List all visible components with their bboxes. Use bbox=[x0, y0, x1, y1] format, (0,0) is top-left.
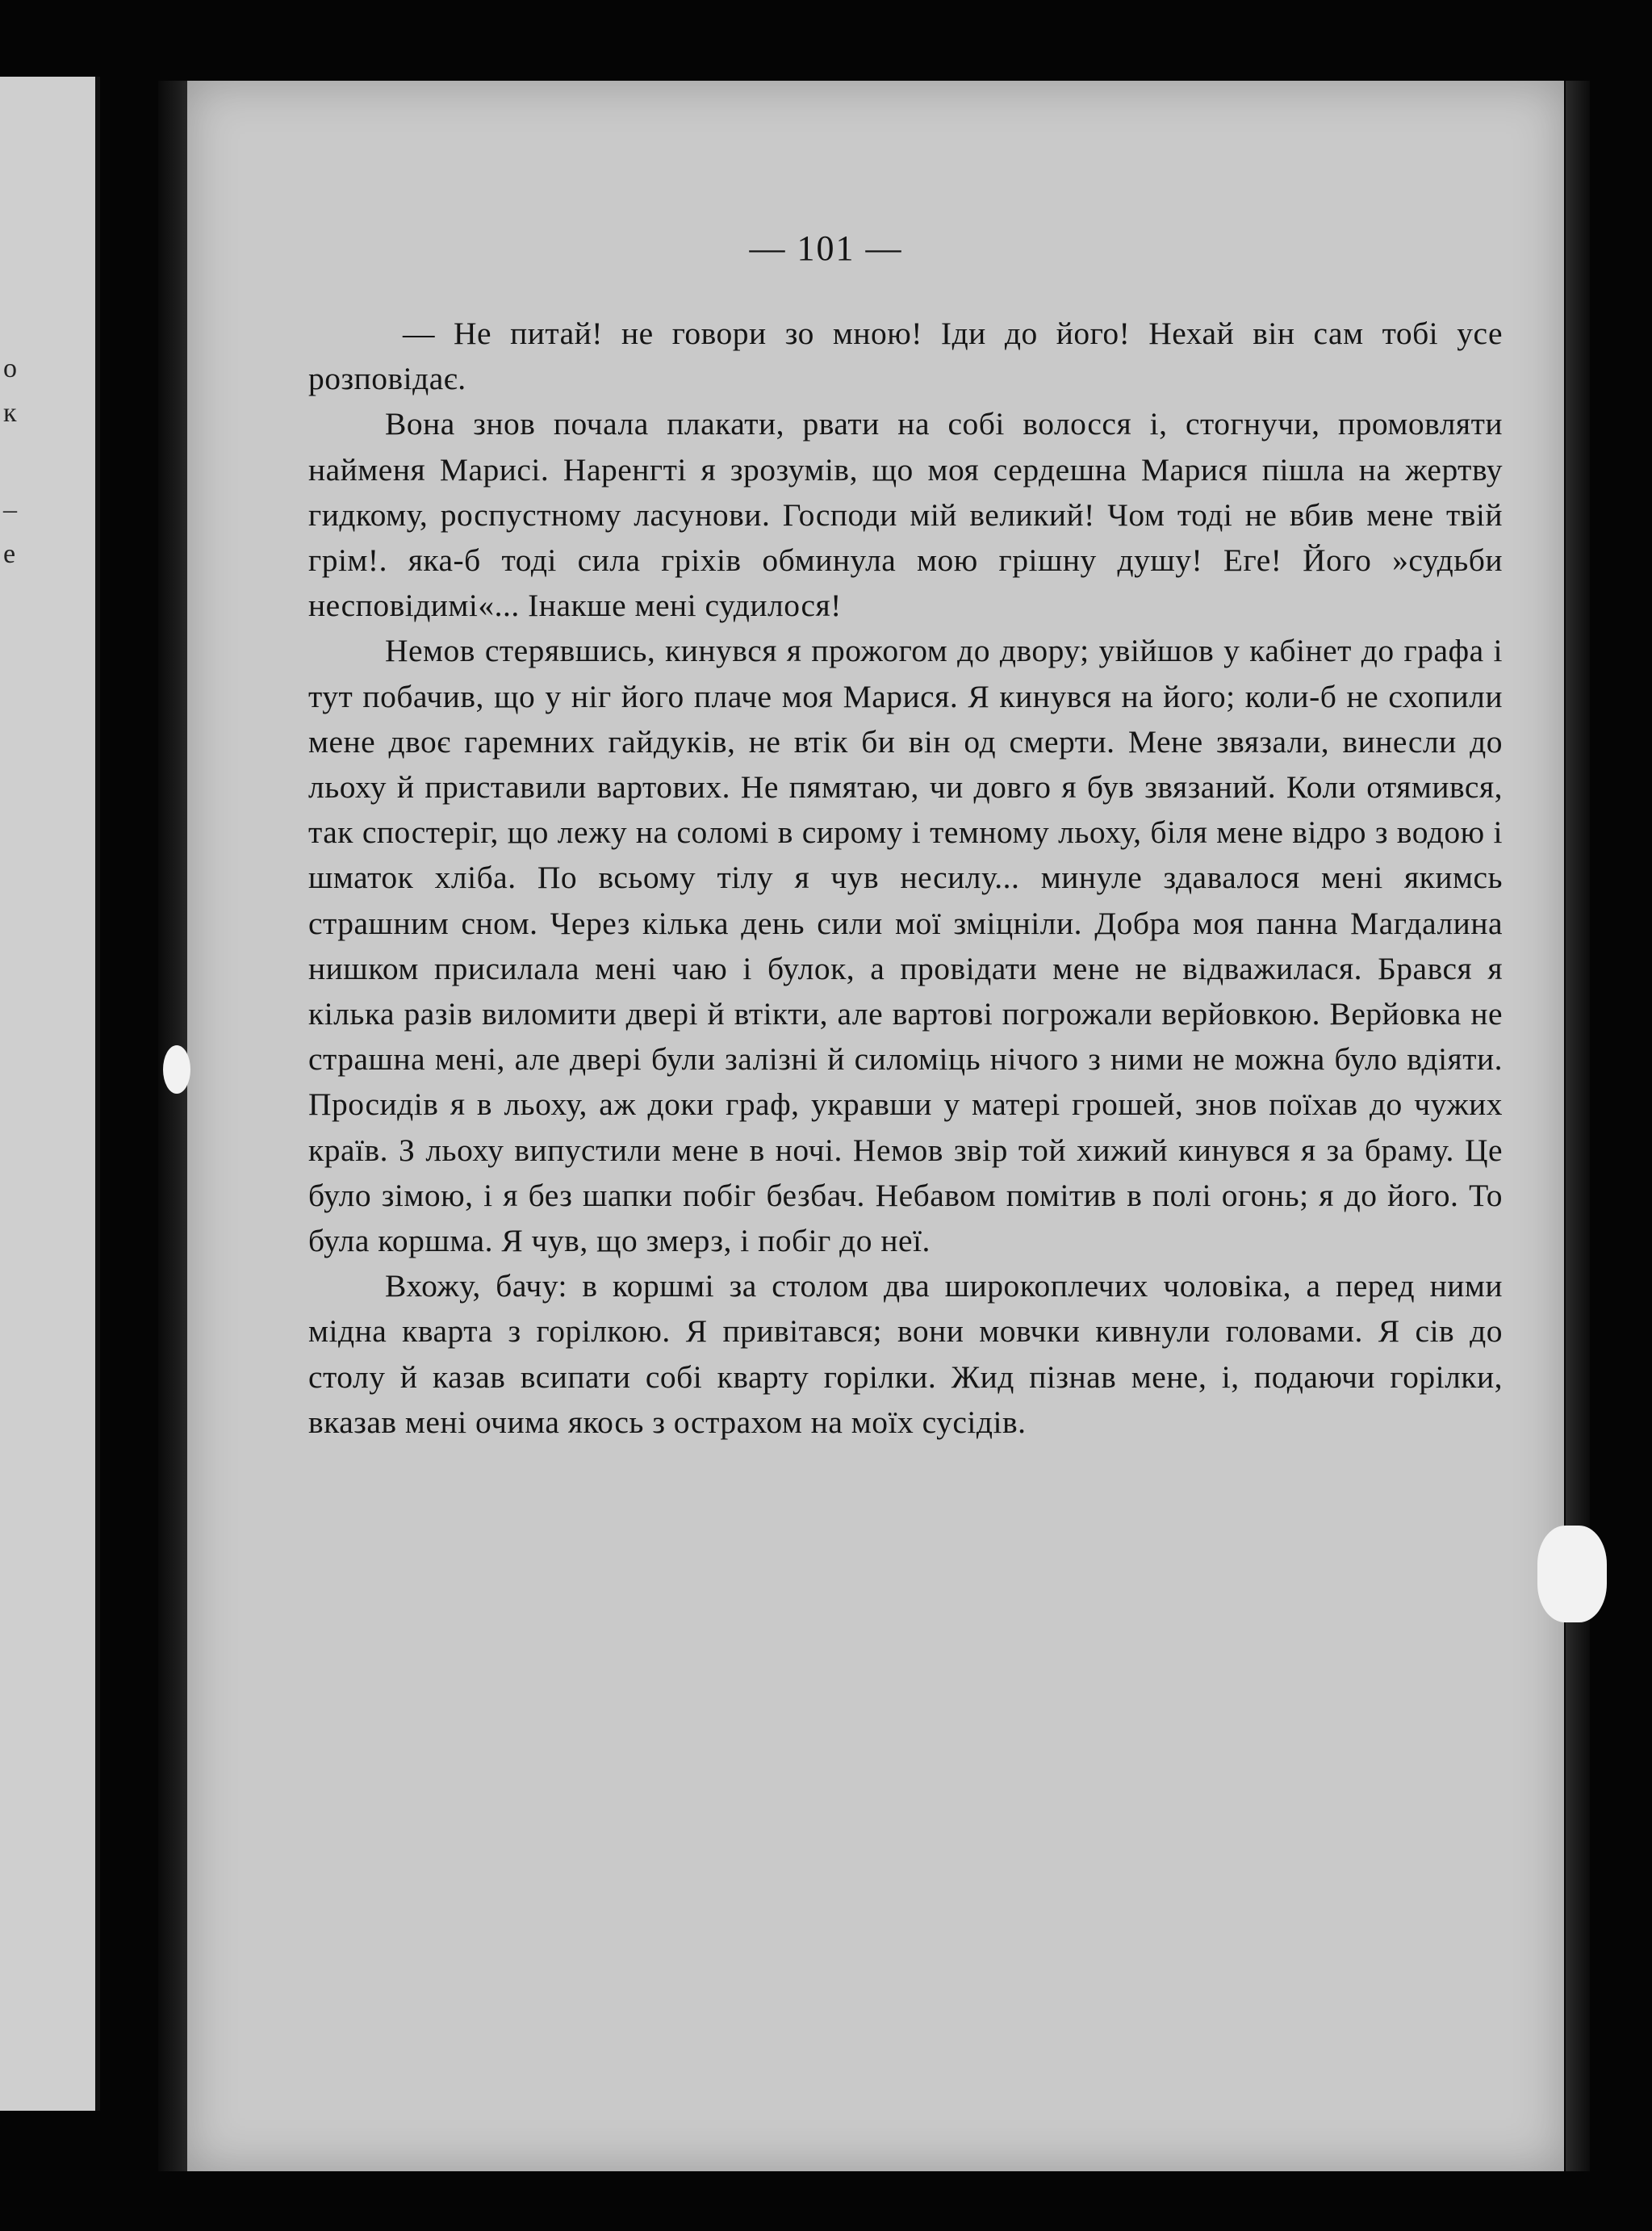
left-page-char: е bbox=[3, 539, 16, 569]
paragraph: Вхожу, бачу: в коршмі за столом два широкоплечих чоловіка, а перед ними мідна кварта з горілкою. Я привітався; вони мовчки кивнули головами. Я сів до столу й казав всипати собі кварту горілки. Жид пізнав мене, і, подаючи горілки, вказав мені очима якось з острахом на моїх сусідів. bbox=[308, 1268, 1503, 1440]
page-right-edge bbox=[1566, 81, 1590, 2171]
scan-blemish bbox=[163, 1045, 190, 1094]
paragraph: Вона знов почала плакати, рвати на собі волосся і, стогнучи, промовляти найменя Марисі. Наренгті я зрозумів, що моя сердешна Марися пішла на жертву гидкому, роспустному ласунови. Господи мій великий! Чом тоді не вбив мене твій грім!. яка-б тоді сила гріхів обминула мою грішну душу! Еге! Його »судьби несповідимі«... Інакше мені судилося! bbox=[308, 406, 1503, 624]
left-page-char: – bbox=[3, 495, 17, 525]
left-page-char: о bbox=[3, 354, 17, 383]
page-number: — 101 — bbox=[749, 228, 903, 268]
left-page-char: к bbox=[3, 398, 17, 428]
book-page bbox=[187, 81, 1564, 2171]
paragraph: Немов стерявшись, кинувся я прожогом до двору; увійшов у кабінет до графа і тут побачив, що у ніг його плаче моя Марися. Я кинувся на його; коли-б не схопили мене двоє гаремних гайдуків, не втік би він од смерти. Мене звязали, винесли до льоху й приставили вартових. Не пямятаю, чи довго я був звязаний. Коли отямився, так спостеріг, що лежу на соломі в сирому і темному льоху, біля мене відро з водою і шматок хліба. По всьому тілу я чув несилу... минуле здавалося мені якимсь страшним сном. Через кілька день сили мої зміцніли. Добра моя панна Магдалина нишком присилала мені чаю і булок, а провідати мене не відважилася. Брався я кілька разів виломити двері й втікти, але вартові погрожали верйовкою. Верйовка не страшна мені, але двері були залізні й силоміць нічого з ними не можна було вдіяти. Просидів я в льоху, аж доки граф, укравши у матері грошей, знов поїхав до чужих країв. З льоху випустили мене в ночі. Немов звір той хижий кинувся я за браму. Це було зімою, і я без шапки побіг безбач. Небавом помітив в полі огонь; я до його. То була коршма. Я чув, що змерз, і побіг до неї. bbox=[308, 633, 1503, 1259]
paragraph: — Не питай! не говори зо мною! Іди до його! Нехай він сам тобі усе розповідає. bbox=[308, 316, 1503, 397]
previous-page-edge bbox=[0, 77, 100, 2111]
page-text bbox=[308, 311, 1503, 1445]
scan-blemish bbox=[1537, 1526, 1607, 1622]
book-binding-gutter bbox=[158, 81, 190, 2171]
